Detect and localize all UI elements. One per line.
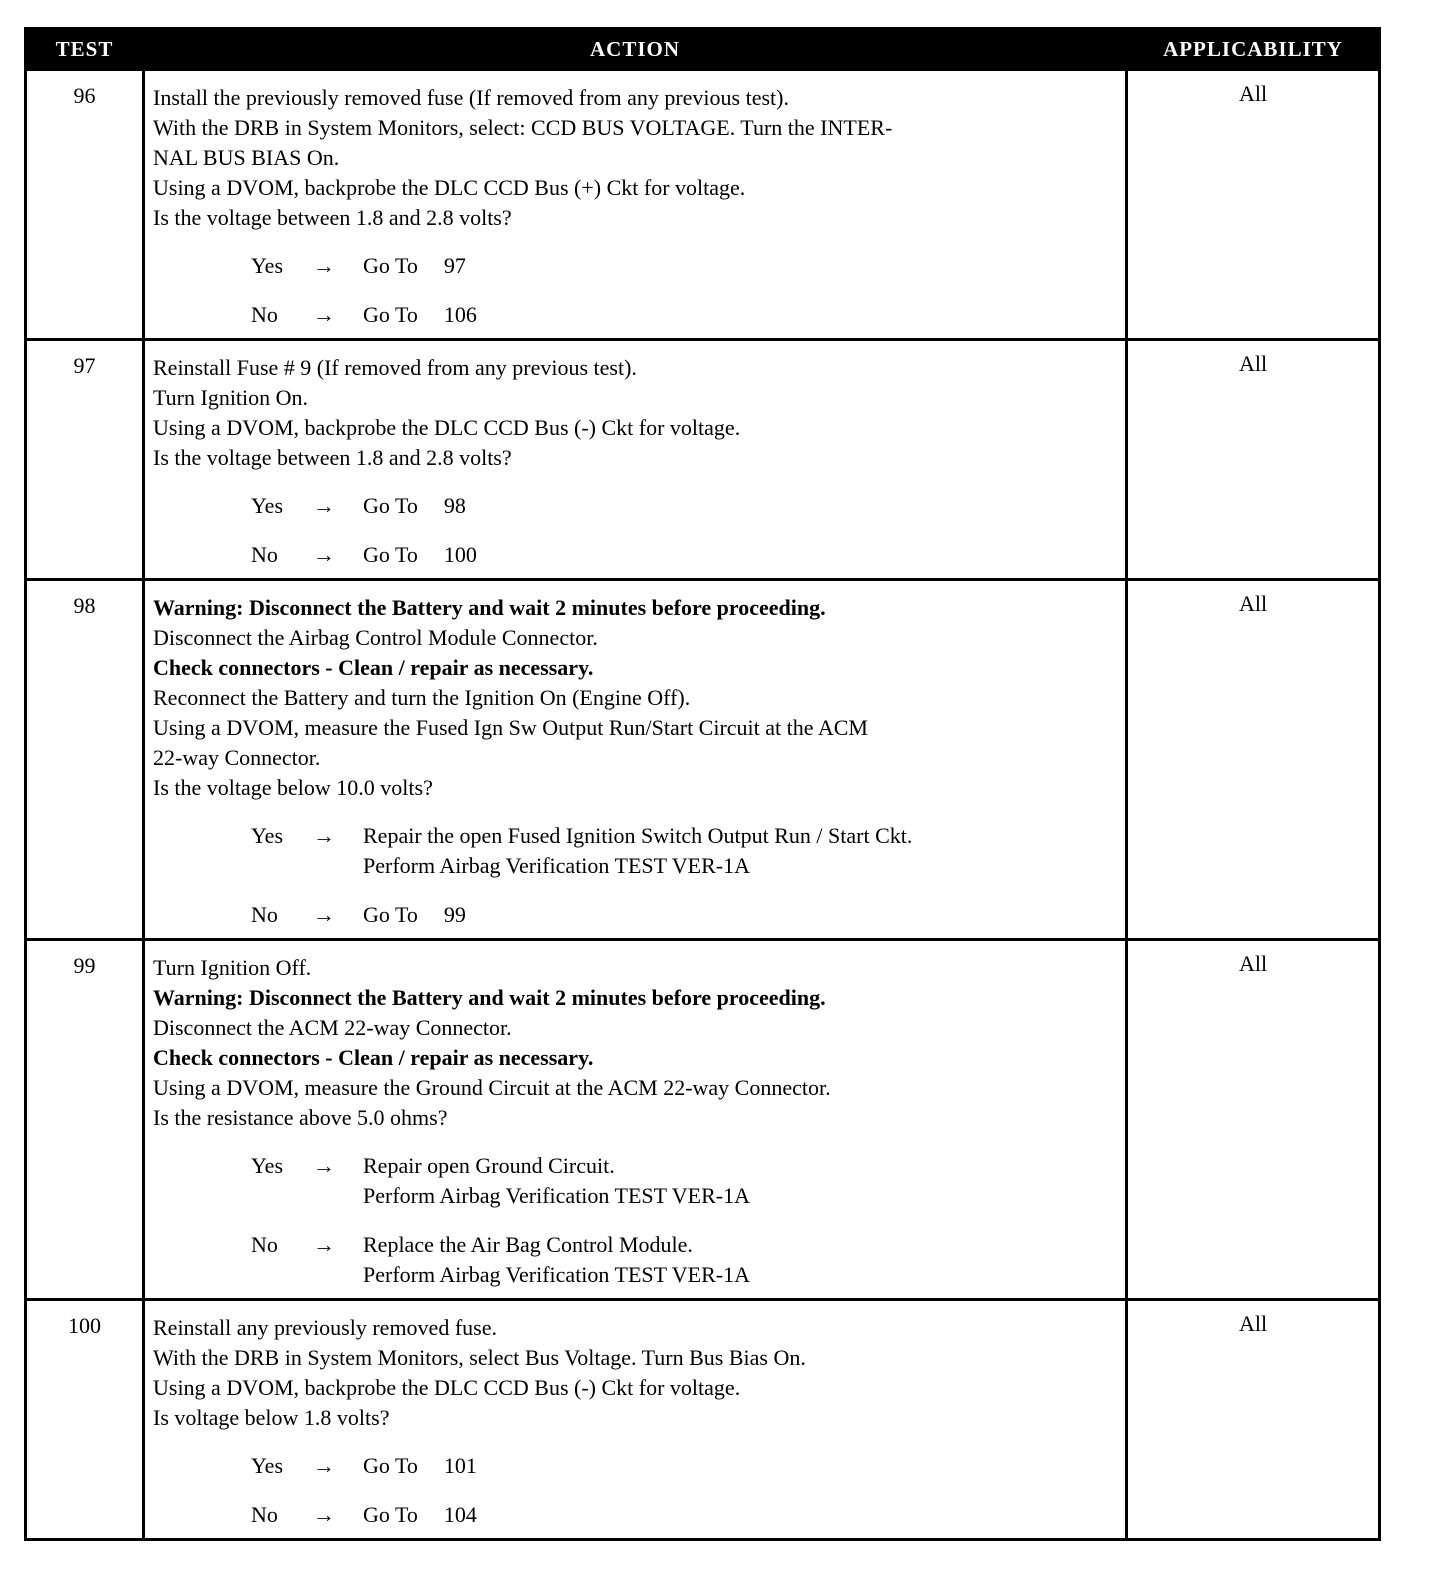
answer-label: No <box>251 542 278 567</box>
action-cell <box>144 340 1127 580</box>
action-cell <box>144 70 1127 340</box>
goto-label: Go To <box>363 1453 418 1478</box>
arrow-right-icon: → <box>313 823 335 848</box>
arrow-right-icon: → <box>313 1232 335 1257</box>
answer-yes <box>153 1151 1119 1211</box>
answer-label: No <box>251 302 278 327</box>
result-line: Perform Airbag Verification TEST VER-1A <box>363 853 750 878</box>
answer-label: No <box>251 1502 278 1527</box>
instruction-text: Is voltage below 1.8 volts? <box>153 1405 390 1430</box>
answer-label: No <box>251 1232 278 1257</box>
goto-test-number: 100 <box>443 542 477 567</box>
applicability-value: All <box>1127 340 1380 580</box>
diagnostic-table <box>24 27 1381 1541</box>
result-line: Perform Airbag Verification TEST VER-1A <box>363 1262 750 1287</box>
arrow-right-icon: → <box>313 493 335 518</box>
arrow-right-icon: → <box>313 542 335 567</box>
answer-result <box>363 300 1119 330</box>
warning-text: Check connectors - Clean / repair as necessary. <box>153 1045 594 1070</box>
warning-text: Warning: Disconnect the Battery and wait 2 minutes before proceeding. <box>153 595 826 620</box>
instruction-text: Reconnect the Battery and turn the Ignition On (Engine Off). <box>153 685 691 710</box>
goto-label: Go To <box>363 542 418 567</box>
table-row <box>26 940 1380 1300</box>
diagnostic-page <box>24 27 1378 1541</box>
answer-result <box>363 491 1119 521</box>
answer-no <box>153 300 1119 330</box>
header-action: ACTION <box>144 29 1127 70</box>
arrow-right-icon: → <box>313 902 335 927</box>
test-number: 96 <box>26 70 144 340</box>
instruction-text: With the DRB in System Monitors, select: CCD BUS VOLTAGE. Turn the INTER- <box>153 115 893 140</box>
table-row <box>26 1300 1380 1540</box>
goto-label: Go To <box>363 493 418 518</box>
answer-no <box>153 1500 1119 1530</box>
table-row <box>26 580 1380 940</box>
applicability-value: All <box>1127 580 1380 940</box>
answer-result <box>363 540 1119 570</box>
instruction-text: Install the previously removed fuse (If removed from any previous test). <box>153 85 789 110</box>
instruction-text: Reinstall any previously removed fuse. <box>153 1315 497 1340</box>
answer-label: Yes <box>251 493 284 518</box>
result-line: Perform Airbag Verification TEST VER-1A <box>363 1183 750 1208</box>
answer-result <box>363 821 1119 881</box>
result-line: Replace the Air Bag Control Module. <box>363 1232 693 1257</box>
answer-list <box>153 821 1119 930</box>
instruction-text: Is the voltage below 10.0 volts? <box>153 775 433 800</box>
answer-label: Yes <box>251 253 284 278</box>
answer-result <box>363 251 1119 281</box>
applicability-value: All <box>1127 70 1380 340</box>
goto-test-number: 97 <box>443 253 466 278</box>
answer-yes <box>153 1451 1119 1481</box>
arrow-right-icon: → <box>313 1453 335 1478</box>
result-line: Repair open Ground Circuit. <box>363 1153 615 1178</box>
answer-label: Yes <box>251 1153 284 1178</box>
goto-test-number: 98 <box>443 493 466 518</box>
test-number: 99 <box>26 940 144 1300</box>
instruction-text: Disconnect the Airbag Control Module Connector. <box>153 625 598 650</box>
instruction-text: Is the voltage between 1.8 and 2.8 volts? <box>153 445 512 470</box>
instruction-text: Using a DVOM, backprobe the DLC CCD Bus (+) Ckt for voltage. <box>153 175 746 200</box>
arrow-right-icon: → <box>313 1502 335 1527</box>
answer-list <box>153 1151 1119 1290</box>
answer-no <box>153 540 1119 570</box>
arrow-right-icon: → <box>313 302 335 327</box>
applicability-value: All <box>1127 1300 1380 1540</box>
table-row <box>26 70 1380 340</box>
answer-result <box>363 1230 1119 1290</box>
table-row <box>26 340 1380 580</box>
test-number: 97 <box>26 340 144 580</box>
answer-label: No <box>251 902 278 927</box>
goto-test-number: 101 <box>443 1453 477 1478</box>
header-applicability: APPLICABILITY <box>1127 29 1380 70</box>
warning-text: Check connectors - Clean / repair as necessary. <box>153 655 594 680</box>
arrow-right-icon: → <box>313 253 335 278</box>
answer-no <box>153 900 1119 930</box>
answer-yes <box>153 491 1119 521</box>
instruction-text: Is the resistance above 5.0 ohms? <box>153 1105 448 1130</box>
goto-test-number: 99 <box>443 902 466 927</box>
answer-list <box>153 491 1119 570</box>
goto-label: Go To <box>363 1502 418 1527</box>
instruction-text: Is the voltage between 1.8 and 2.8 volts? <box>153 205 512 230</box>
answer-list <box>153 251 1119 330</box>
test-number: 98 <box>26 580 144 940</box>
header-test: TEST <box>26 29 144 70</box>
instruction-text: Disconnect the ACM 22-way Connector. <box>153 1015 512 1040</box>
action-cell <box>144 580 1127 940</box>
action-cell <box>144 1300 1127 1540</box>
instruction-text: Using a DVOM, backprobe the DLC CCD Bus (-) Ckt for voltage. <box>153 1375 741 1400</box>
arrow-right-icon: → <box>313 1153 335 1178</box>
instruction-text: NAL BUS BIAS On. <box>153 145 340 170</box>
table-body <box>26 70 1380 1540</box>
answer-result <box>363 1500 1119 1530</box>
goto-test-number: 106 <box>443 302 477 327</box>
goto-label: Go To <box>363 902 418 927</box>
instruction-text: Using a DVOM, backprobe the DLC CCD Bus (-) Ckt for voltage. <box>153 415 741 440</box>
instruction-text: Using a DVOM, measure the Ground Circuit at the ACM 22-way Connector. <box>153 1075 831 1100</box>
goto-label: Go To <box>363 253 418 278</box>
result-line: Repair the open Fused Ignition Switch Output Run / Start Ckt. <box>363 823 913 848</box>
action-cell <box>144 940 1127 1300</box>
answer-list <box>153 1451 1119 1530</box>
instruction-text: 22-way Connector. <box>153 745 321 770</box>
answer-no <box>153 1230 1119 1290</box>
goto-label: Go To <box>363 302 418 327</box>
warning-text: Warning: Disconnect the Battery and wait 2 minutes before proceeding. <box>153 985 826 1010</box>
instruction-text: Turn Ignition On. <box>153 385 309 410</box>
goto-test-number: 104 <box>443 1502 477 1527</box>
answer-label: Yes <box>251 823 284 848</box>
instruction-text: Using a DVOM, measure the Fused Ign Sw Output Run/Start Circuit at the ACM <box>153 715 868 740</box>
answer-result <box>363 900 1119 930</box>
answer-yes <box>153 251 1119 281</box>
instruction-text: With the DRB in System Monitors, select Bus Voltage. Turn Bus Bias On. <box>153 1345 806 1370</box>
table-header-row <box>26 29 1380 70</box>
answer-yes <box>153 821 1119 881</box>
applicability-value: All <box>1127 940 1380 1300</box>
answer-result <box>363 1451 1119 1481</box>
answer-result <box>363 1151 1119 1211</box>
test-number: 100 <box>26 1300 144 1540</box>
instruction-text: Turn Ignition Off. <box>153 955 312 980</box>
instruction-text: Reinstall Fuse # 9 (If removed from any previous test). <box>153 355 637 380</box>
answer-label: Yes <box>251 1453 284 1478</box>
